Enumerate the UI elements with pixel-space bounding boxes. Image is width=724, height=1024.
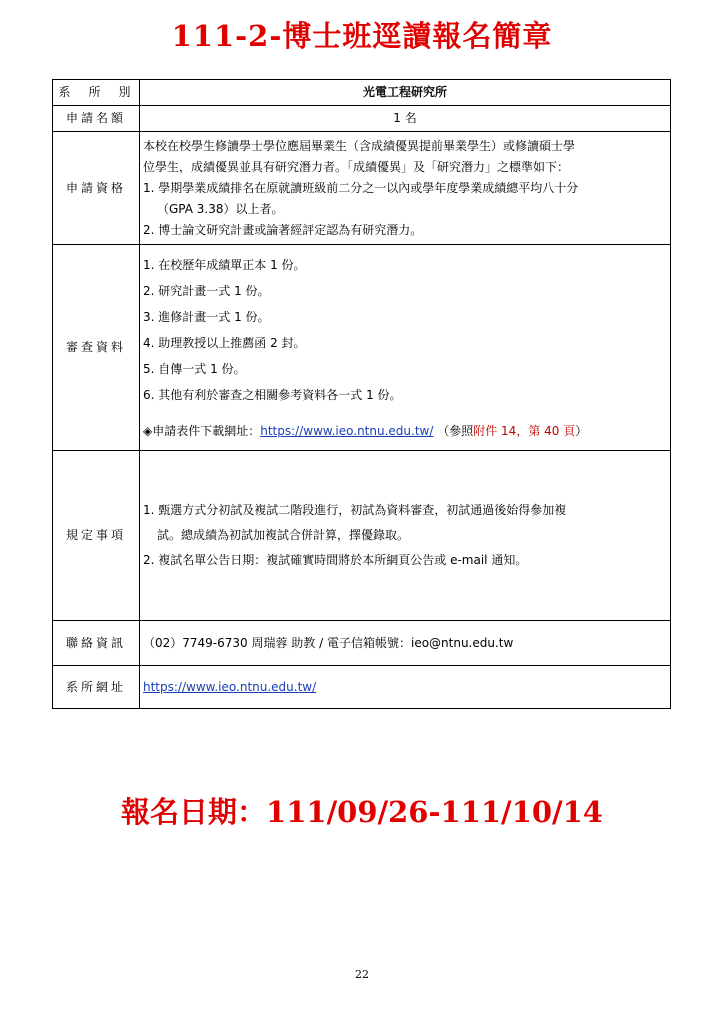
registration-deadline: 報名日期：111/09/26-111/10/14 (121, 795, 603, 829)
qualification-line: 位學生，成績優異並具有研究潛力者。「成績優異」及「研究潛力」之標準如下： (143, 159, 570, 174)
label-contact: 聯絡資訊 (53, 621, 140, 666)
row-qualification (53, 132, 671, 245)
value-rules (140, 451, 671, 621)
value-qualification (140, 132, 671, 245)
value-quota: 1 名 (140, 106, 671, 132)
download-prefix: ◈申請表件下載網址： (143, 423, 261, 438)
row-rules (53, 451, 671, 621)
page-number: 22 (355, 968, 369, 981)
row-contact (53, 621, 671, 666)
ref-attachment-link[interactable]: 附件 14，第 40 頁 (473, 423, 576, 438)
rules-line: 1. 甄選方式分初試及複試二階段進行，初試為資料審查，初試通過後始得參加複 (143, 503, 567, 517)
row-website (53, 666, 671, 709)
row-review (53, 245, 671, 451)
review-item: 6. 其他有利於審查之相關參考資料各一式 1 份。 (143, 387, 402, 402)
download-link[interactable]: https://www.ieo.ntnu.edu.tw/ (260, 423, 434, 438)
value-contact: （02）7749-6730 周瑞蓉 助教 / 電子信箱帳號：ieo@ntnu.edu.tw (140, 621, 671, 666)
spacer (143, 408, 667, 418)
rules-line: 試。總成績為初試加複試合併計算，擇優錄取。 (157, 528, 410, 542)
review-item: 3. 進修計畫一式 1 份。 (143, 309, 270, 324)
label-review: 審查資料 (53, 245, 140, 451)
label-quota: 申請名額 (53, 106, 140, 132)
review-item: 1. 在校歷年成績單正本 1 份。 (143, 257, 306, 272)
ref-open: （參照 (437, 423, 474, 438)
label-department: 系 所 別 (53, 80, 140, 106)
row-quota (53, 106, 671, 132)
label-website: 系所網址 (53, 666, 140, 709)
value-website (140, 666, 671, 709)
review-item: 4. 助理教授以上推薦函 2 封。 (143, 335, 306, 350)
value-department: 光電工程研究所 (140, 80, 671, 106)
qualification-line: 1. 學期學業成績排名在原就讀班級前二分之一以內或學年度學業成績總平均八十分 (143, 180, 579, 195)
download-line (143, 418, 667, 444)
review-item: 2. 研究計畫一式 1 份。 (143, 283, 270, 298)
value-review (140, 245, 671, 451)
qualification-line: （GPA 3.38）以上者。 (157, 201, 284, 216)
website-link[interactable]: https://www.ieo.ntnu.edu.tw/ (143, 679, 317, 694)
qualification-line: 2. 博士論文研究計畫或論著經評定認為有研究潛力。 (143, 222, 423, 237)
review-item: 5. 自傳一式 1 份。 (143, 361, 246, 376)
page-title: 111-2-博士班逕讀報名簡章 (171, 19, 553, 53)
rules-line: 2. 複試名單公告日期：複試確實時間將於本所網頁公告或 e-mail 通知。 (143, 553, 528, 567)
row-department (53, 80, 671, 106)
label-rules: 規定事項 (53, 451, 140, 621)
application-table (52, 79, 671, 709)
ref-close: ） (575, 423, 588, 438)
qualification-line: 本校在校學生修讀學士學位應屆畢業生（含成績優異提前畢業學生）或修讀碩士學 (143, 138, 576, 153)
label-qualification: 申請資格 (53, 132, 140, 245)
